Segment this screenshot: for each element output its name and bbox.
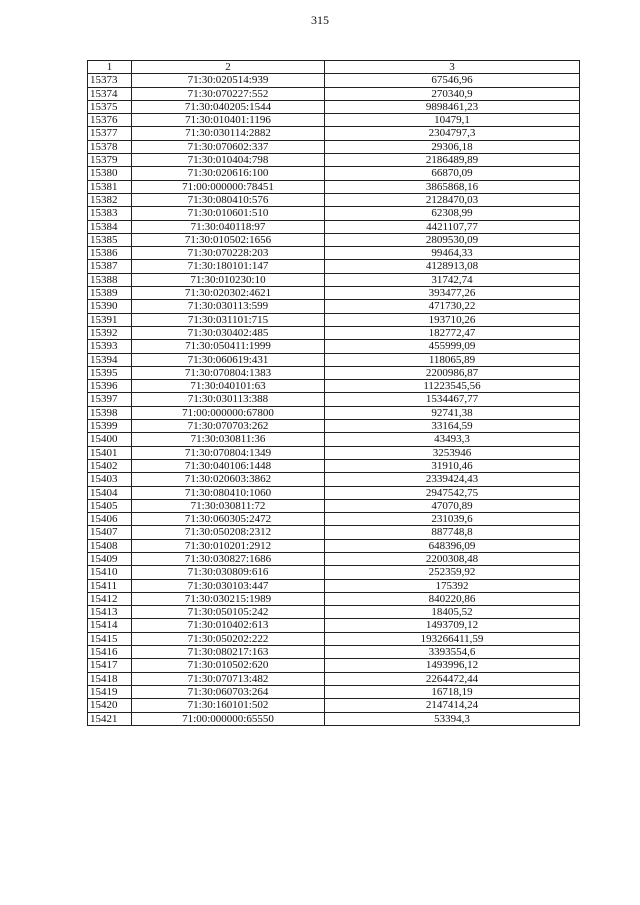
cadastral-number-cell: 71:30:050202:222 — [132, 632, 325, 645]
table-row — [88, 380, 580, 393]
cadastral-number-cell: 71:30:080217:163 — [132, 646, 325, 659]
cadastral-number-cell: 71:30:030402:485 — [132, 326, 325, 339]
cadastral-number-cell: 71:30:050411:1999 — [132, 340, 325, 353]
value-cell: 1493709,12 — [325, 619, 580, 632]
row-number-cell: 15402 — [88, 459, 132, 472]
value-cell: 99464,33 — [325, 247, 580, 260]
table-row — [88, 499, 580, 512]
row-number-cell: 15378 — [88, 140, 132, 153]
cadastral-number-cell: 71:00:000000:78451 — [132, 180, 325, 193]
table-row — [88, 114, 580, 127]
table-row — [88, 247, 580, 260]
value-cell: 3393554,6 — [325, 646, 580, 659]
table-row — [88, 180, 580, 193]
cadastral-number-cell: 71:30:180101:147 — [132, 260, 325, 273]
table-row — [88, 127, 580, 140]
row-number-cell: 15375 — [88, 100, 132, 113]
value-cell: 92741,38 — [325, 406, 580, 419]
value-cell: 270340,9 — [325, 87, 580, 100]
row-number-cell: 15385 — [88, 233, 132, 246]
row-number-cell: 15392 — [88, 326, 132, 339]
value-cell: 16718,19 — [325, 685, 580, 698]
cadastral-number-cell: 71:30:010230:10 — [132, 273, 325, 286]
value-cell: 455999,09 — [325, 340, 580, 353]
cadastral-number-cell: 71:30:160101:502 — [132, 699, 325, 712]
value-cell: 118065,89 — [325, 353, 580, 366]
cadastral-number-cell: 71:30:031101:715 — [132, 313, 325, 326]
value-cell: 10479,1 — [325, 114, 580, 127]
table-row — [88, 699, 580, 712]
table-row — [88, 340, 580, 353]
row-number-cell: 15398 — [88, 406, 132, 419]
cadastral-number-cell: 71:30:010401:1196 — [132, 114, 325, 127]
cadastral-number-cell: 71:30:010502:620 — [132, 659, 325, 672]
row-number-cell: 15414 — [88, 619, 132, 632]
page-number: 315 — [311, 13, 329, 27]
cadastral-number-cell: 71:30:030811:36 — [132, 433, 325, 446]
table-row — [88, 672, 580, 685]
column-header-2: 2 — [132, 61, 325, 74]
cadastral-number-cell: 71:30:040101:63 — [132, 380, 325, 393]
row-number-cell: 15408 — [88, 539, 132, 552]
cadastral-number-cell: 71:30:050105:242 — [132, 606, 325, 619]
cadastral-number-cell: 71:30:070228:203 — [132, 247, 325, 260]
column-header-1: 1 — [88, 61, 132, 74]
table-row — [88, 513, 580, 526]
table-row — [88, 473, 580, 486]
table-row — [88, 393, 580, 406]
value-cell: 3253946 — [325, 446, 580, 459]
value-cell: 393477,26 — [325, 287, 580, 300]
table-row — [88, 632, 580, 645]
table-row — [88, 100, 580, 113]
value-cell: 31742,74 — [325, 273, 580, 286]
row-number-cell: 15393 — [88, 340, 132, 353]
value-cell: 175392 — [325, 579, 580, 592]
cadastral-number-cell: 71:30:040106:1448 — [132, 459, 325, 472]
table-row — [88, 433, 580, 446]
table-row — [88, 566, 580, 579]
value-cell: 193266411,59 — [325, 632, 580, 645]
cadastral-number-cell: 71:30:010601:510 — [132, 207, 325, 220]
table-row — [88, 167, 580, 180]
value-cell: 1534467,77 — [325, 393, 580, 406]
row-number-cell: 15410 — [88, 566, 132, 579]
value-cell: 67546,96 — [325, 74, 580, 87]
row-number-cell: 15384 — [88, 220, 132, 233]
row-number-cell: 15411 — [88, 579, 132, 592]
value-cell: 2200308,48 — [325, 552, 580, 565]
value-cell: 252359,92 — [325, 566, 580, 579]
row-number-cell: 15396 — [88, 380, 132, 393]
row-number-cell: 15406 — [88, 513, 132, 526]
cadastral-number-cell: 71:30:070713:482 — [132, 672, 325, 685]
row-number-cell: 15373 — [88, 74, 132, 87]
column-header-3: 3 — [325, 61, 580, 74]
cadastral-number-cell: 71:30:040118:97 — [132, 220, 325, 233]
row-number-cell: 15409 — [88, 552, 132, 565]
row-number-cell: 15420 — [88, 699, 132, 712]
cadastral-number-cell: 71:30:050208:2312 — [132, 526, 325, 539]
row-number-cell: 15388 — [88, 273, 132, 286]
value-cell: 3865868,16 — [325, 180, 580, 193]
table-row — [88, 486, 580, 499]
cadastral-number-cell: 71:30:030113:599 — [132, 300, 325, 313]
table-row — [88, 313, 580, 326]
value-cell: 47070,89 — [325, 499, 580, 512]
value-cell: 2264472,44 — [325, 672, 580, 685]
table-row — [88, 579, 580, 592]
table-row — [88, 526, 580, 539]
cadastral-number-cell: 71:30:060305:2472 — [132, 513, 325, 526]
value-cell: 2809530,09 — [325, 233, 580, 246]
value-cell: 887748,8 — [325, 526, 580, 539]
row-number-cell: 15418 — [88, 672, 132, 685]
row-number-cell: 15403 — [88, 473, 132, 486]
table-row — [88, 646, 580, 659]
value-cell: 231039,6 — [325, 513, 580, 526]
table-row — [88, 353, 580, 366]
value-cell: 182772,47 — [325, 326, 580, 339]
row-number-cell: 15390 — [88, 300, 132, 313]
table-row — [88, 459, 580, 472]
value-cell: 43493,3 — [325, 433, 580, 446]
row-number-cell: 15394 — [88, 353, 132, 366]
row-number-cell: 15417 — [88, 659, 132, 672]
value-cell: 66870,09 — [325, 167, 580, 180]
cadastral-number-cell: 71:30:010404:798 — [132, 154, 325, 167]
row-number-cell: 15380 — [88, 167, 132, 180]
value-cell: 4128913,08 — [325, 260, 580, 273]
table-header-row — [88, 61, 580, 74]
cadastral-number-cell: 71:30:030809:616 — [132, 566, 325, 579]
cadastral-number-cell: 71:30:070227:552 — [132, 87, 325, 100]
value-cell: 11223545,56 — [325, 380, 580, 393]
cadastral-number-cell: 71:30:010402:613 — [132, 619, 325, 632]
cadastral-number-cell: 71:30:070703:262 — [132, 420, 325, 433]
table-row — [88, 552, 580, 565]
row-number-cell: 15381 — [88, 180, 132, 193]
table-row — [88, 273, 580, 286]
value-cell: 31910,46 — [325, 459, 580, 472]
table-row — [88, 592, 580, 605]
cadastral-number-cell: 71:30:030215:1989 — [132, 592, 325, 605]
data-table — [87, 60, 580, 726]
table-row — [88, 420, 580, 433]
table-row — [88, 140, 580, 153]
row-number-cell: 15386 — [88, 247, 132, 260]
value-cell: 62308,99 — [325, 207, 580, 220]
row-number-cell: 15374 — [88, 87, 132, 100]
value-cell: 29306,18 — [325, 140, 580, 153]
cadastral-number-cell: 71:30:070804:1349 — [132, 446, 325, 459]
cadastral-number-cell: 71:30:070602:337 — [132, 140, 325, 153]
row-number-cell: 15389 — [88, 287, 132, 300]
row-number-cell: 15387 — [88, 260, 132, 273]
value-cell: 840220,86 — [325, 592, 580, 605]
value-cell: 1493996,12 — [325, 659, 580, 672]
row-number-cell: 15407 — [88, 526, 132, 539]
cadastral-number-cell: 71:00:000000:67800 — [132, 406, 325, 419]
row-number-cell: 15382 — [88, 193, 132, 206]
value-cell: 2339424,43 — [325, 473, 580, 486]
table-row — [88, 326, 580, 339]
row-number-cell: 15376 — [88, 114, 132, 127]
cadastral-number-cell: 71:30:080410:1060 — [132, 486, 325, 499]
cadastral-number-cell: 71:30:030113:388 — [132, 393, 325, 406]
row-number-cell: 15415 — [88, 632, 132, 645]
cadastral-number-cell: 71:30:030827:1686 — [132, 552, 325, 565]
value-cell: 193710,26 — [325, 313, 580, 326]
table-row — [88, 220, 580, 233]
row-number-cell: 15405 — [88, 499, 132, 512]
cadastral-number-cell: 71:30:060619:431 — [132, 353, 325, 366]
table-row — [88, 74, 580, 87]
value-cell: 648396,09 — [325, 539, 580, 552]
value-cell: 18405,52 — [325, 606, 580, 619]
table-row — [88, 287, 580, 300]
value-cell: 2128470,03 — [325, 193, 580, 206]
value-cell: 471730,22 — [325, 300, 580, 313]
row-number-cell: 15412 — [88, 592, 132, 605]
cadastral-number-cell: 71:30:060703:264 — [132, 685, 325, 698]
value-cell: 2304797,3 — [325, 127, 580, 140]
value-cell: 2947542,75 — [325, 486, 580, 499]
cadastral-number-cell: 71:30:020514:939 — [132, 74, 325, 87]
row-number-cell: 15413 — [88, 606, 132, 619]
table-body — [88, 74, 580, 726]
value-cell: 2147414,24 — [325, 699, 580, 712]
table-row — [88, 712, 580, 725]
table-row — [88, 619, 580, 632]
value-cell: 2186489,89 — [325, 154, 580, 167]
row-number-cell: 15399 — [88, 420, 132, 433]
table-row — [88, 300, 580, 313]
table-row — [88, 154, 580, 167]
cadastral-number-cell: 71:30:070804:1383 — [132, 366, 325, 379]
cadastral-number-cell: 71:30:020302:4621 — [132, 287, 325, 300]
row-number-cell: 15391 — [88, 313, 132, 326]
row-number-cell: 15404 — [88, 486, 132, 499]
table-row — [88, 260, 580, 273]
table-row — [88, 233, 580, 246]
cadastral-number-cell: 71:30:040205:1544 — [132, 100, 325, 113]
cadastral-number-cell: 71:30:020603:3862 — [132, 473, 325, 486]
table-row — [88, 207, 580, 220]
table-row — [88, 685, 580, 698]
table-row — [88, 87, 580, 100]
row-number-cell: 15397 — [88, 393, 132, 406]
value-cell: 33164,59 — [325, 420, 580, 433]
row-number-cell: 15400 — [88, 433, 132, 446]
row-number-cell: 15379 — [88, 154, 132, 167]
row-number-cell: 15383 — [88, 207, 132, 220]
table-row — [88, 606, 580, 619]
row-number-cell: 15416 — [88, 646, 132, 659]
cadastral-number-cell: 71:30:030811:72 — [132, 499, 325, 512]
cadastral-number-cell: 71:30:030114:2882 — [132, 127, 325, 140]
row-number-cell: 15377 — [88, 127, 132, 140]
table-row — [88, 659, 580, 672]
table-row — [88, 446, 580, 459]
value-cell: 53394,3 — [325, 712, 580, 725]
table-row — [88, 539, 580, 552]
table-row — [88, 193, 580, 206]
cadastral-number-cell: 71:30:030103:447 — [132, 579, 325, 592]
cadastral-number-cell: 71:30:020616:100 — [132, 167, 325, 180]
row-number-cell: 15401 — [88, 446, 132, 459]
row-number-cell: 15419 — [88, 685, 132, 698]
cadastral-number-cell: 71:00:000000:65550 — [132, 712, 325, 725]
cadastral-number-cell: 71:30:010201:2912 — [132, 539, 325, 552]
table-row — [88, 366, 580, 379]
row-number-cell: 15421 — [88, 712, 132, 725]
value-cell: 9898461,23 — [325, 100, 580, 113]
table-row — [88, 406, 580, 419]
value-cell: 2200986,87 — [325, 366, 580, 379]
cadastral-number-cell: 71:30:080410:576 — [132, 193, 325, 206]
table-header — [88, 61, 580, 74]
value-cell: 4421107,77 — [325, 220, 580, 233]
row-number-cell: 15395 — [88, 366, 132, 379]
cadastral-number-cell: 71:30:010502:1656 — [132, 233, 325, 246]
